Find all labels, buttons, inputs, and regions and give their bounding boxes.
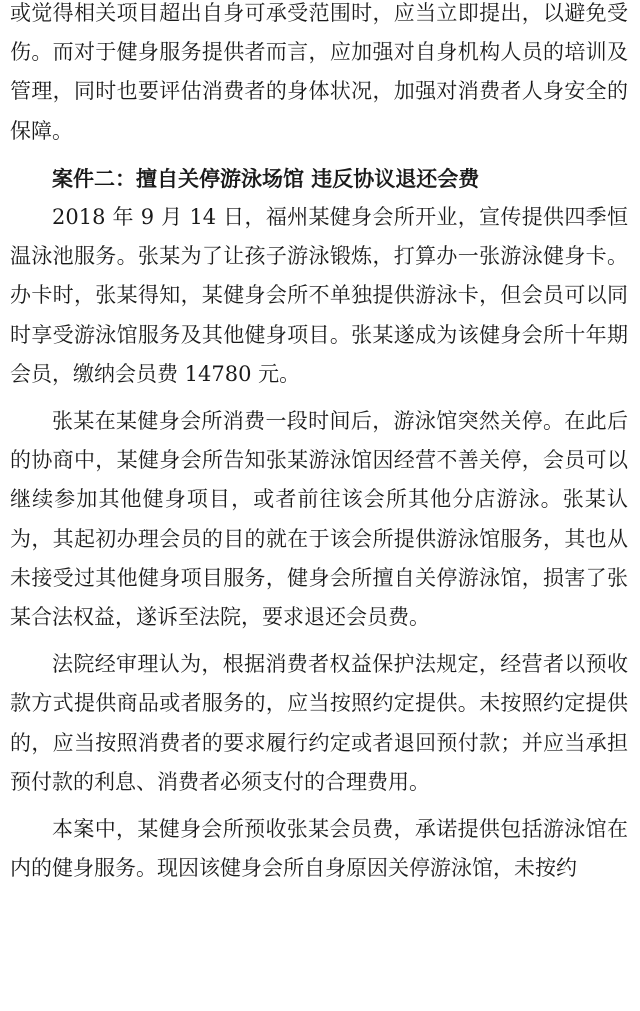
paragraph-continued: 或觉得相关项目超出自身可承受范围时，应当立即提出，以避免受伤。而对于健身服务提供者而言，应加强对自身机构人员的培训及管理，同时也要评估消费者的身体状况，加强对消费者人身安全的保障。 [10, 1, 628, 143]
paragraph-dispute: 张某在某健身会所消费一段时间后，游泳馆突然关停。在此后的协商中，某健身会所告知张某游泳馆因经营不善关停，会员可以继续参加其他健身项目，或者前往该会所其他分店游泳。张某认为，其起初办理会员的目的就在于该会所提供游泳馆服务，其也从未接受过其他健身项目服务，健身会所擅自关停游泳馆，损害了张某合法权益，遂诉至法院，要求退还会员费。 [10, 409, 628, 630]
paragraph-case-analysis: 本案中，某健身会所预收张某会员费，承诺提供包括游泳馆在内的健身服务。现因该健身会所自身原因关停游泳馆，未按约 [10, 817, 628, 881]
paragraph-court-ruling: 法院经审理认为，根据消费者权益保护法规定，经营者以预收款方式提供商品或者服务的，应当按照约定提供。未按照约定提供的，应当按照消费者的要求履行约定或者退回预付款；并应当承担预付款的利息、消费者必须支付的合理费用。 [10, 652, 628, 794]
paragraph-case-facts: 2018 年 9 月 14 日，福州某健身会所开业，宣传提供四季恒温泳池服务。张某为了让孩子游泳锻炼，打算办一张游泳健身卡。办卡时，张某得知，某健身会所不单独提供游泳卡，但会员可以同时享受游泳馆服务及其他健身项目。张某遂成为该健身会所十年期会员，缴纳会员费 14780 元。 [10, 205, 628, 386]
case-heading: 案件二：擅自关停游泳场馆 违反协议退还会费 [52, 165, 480, 191]
